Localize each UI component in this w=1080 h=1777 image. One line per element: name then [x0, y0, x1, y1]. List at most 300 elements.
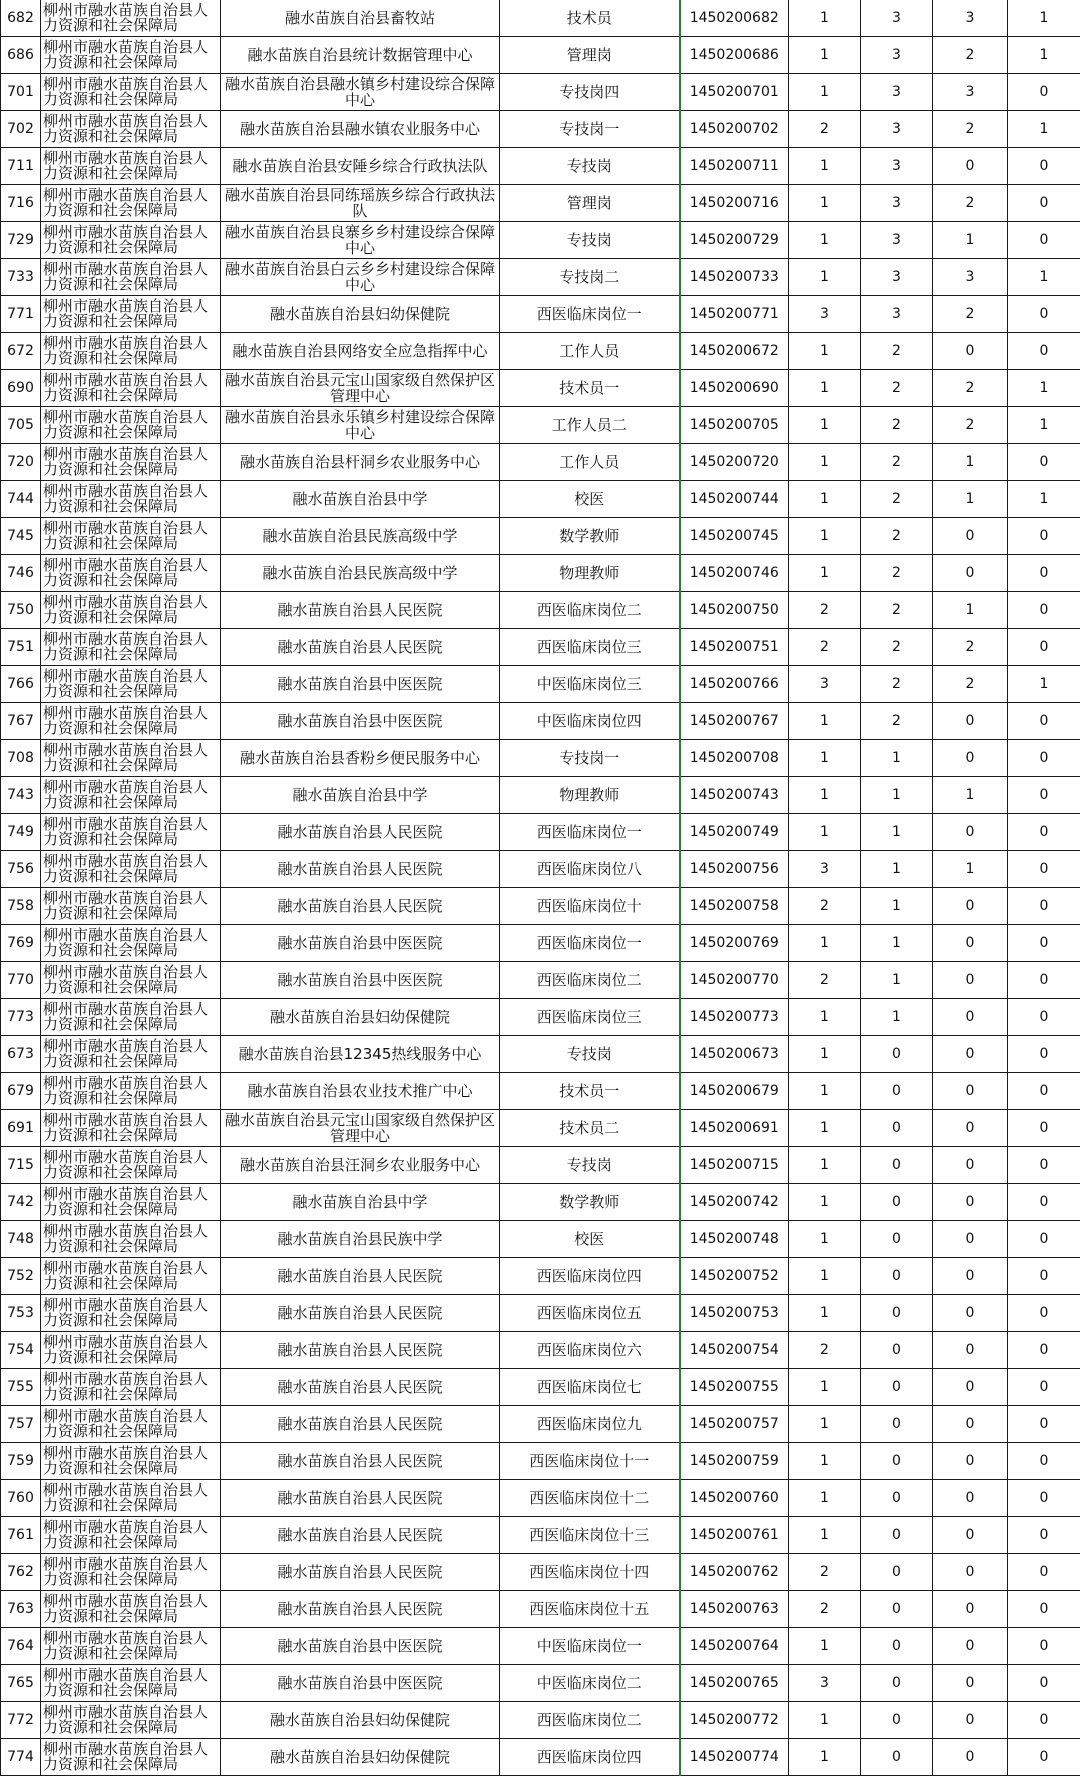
position-name-cell: 专技岗 [500, 222, 680, 259]
employer-unit-cell: 融水苗族自治县妇幼保健院 [221, 296, 500, 333]
department-cell: 柳州市融水苗族自治县人力资源和社会保障局 [41, 814, 221, 851]
row-index-cell: 743 [1, 777, 41, 814]
position-code-cell: 1450200759 [680, 1443, 789, 1480]
employer-unit-cell: 融水苗族自治县民族高级中学 [221, 555, 500, 592]
table-row [1, 1739, 1080, 1776]
quota-cell: 2 [789, 1332, 861, 1369]
employer-unit-cell: 融水苗族自治县良寨乡乡村建设综合保障中心 [221, 222, 500, 259]
position-code-cell: 1450200763 [680, 1591, 789, 1628]
reviewed-count-cell: 0 [933, 1480, 1008, 1517]
position-code-cell: 1450200761 [680, 1517, 789, 1554]
row-index-cell: 702 [1, 111, 41, 148]
reviewed-count-cell: 2 [933, 407, 1008, 444]
position-code-cell: 1450200751 [680, 629, 789, 666]
position-name-cell: 工作人员 [500, 333, 680, 370]
table-row [1, 1628, 1080, 1665]
position-name-cell: 管理岗 [500, 37, 680, 74]
table-row [1, 222, 1080, 259]
department-cell: 柳州市融水苗族自治县人力资源和社会保障局 [41, 1443, 221, 1480]
row-index-cell: 749 [1, 814, 41, 851]
employer-unit-cell: 融水苗族自治县香粉乡便民服务中心 [221, 740, 500, 777]
table-row [1, 0, 1080, 37]
quota-cell: 1 [789, 1628, 861, 1665]
applicants-count-cell: 2 [861, 444, 933, 481]
position-code-cell: 1450200691 [680, 1110, 789, 1147]
department-cell: 柳州市融水苗族自治县人力资源和社会保障局 [41, 703, 221, 740]
applicants-count-cell: 1 [861, 925, 933, 962]
quota-cell: 1 [789, 1702, 861, 1739]
position-code-cell: 1450200760 [680, 1480, 789, 1517]
reviewed-count-cell: 0 [933, 1406, 1008, 1443]
position-name-cell: 数学教师 [500, 518, 680, 555]
position-name-cell: 西医临床岗位八 [500, 851, 680, 888]
quota-cell: 1 [789, 703, 861, 740]
position-code-cell: 1450200771 [680, 296, 789, 333]
paid-count-cell: 0 [1008, 555, 1080, 592]
table-row [1, 666, 1080, 703]
department-cell: 柳州市融水苗族自治县人力资源和社会保障局 [41, 629, 221, 666]
reviewed-count-cell: 0 [933, 1110, 1008, 1147]
employer-unit-cell: 融水苗族自治县人民医院 [221, 592, 500, 629]
position-name-cell: 校医 [500, 481, 680, 518]
table-row [1, 1517, 1080, 1554]
quota-cell: 1 [789, 74, 861, 111]
row-index-cell: 750 [1, 592, 41, 629]
table-row [1, 111, 1080, 148]
employer-unit-cell: 融水苗族自治县杆洞乡农业服务中心 [221, 444, 500, 481]
applicants-count-cell: 1 [861, 777, 933, 814]
department-cell: 柳州市融水苗族自治县人力资源和社会保障局 [41, 444, 221, 481]
position-name-cell: 西医临床岗位一 [500, 296, 680, 333]
position-code-cell: 1450200774 [680, 1739, 789, 1776]
quota-cell: 3 [789, 296, 861, 333]
position-name-cell: 西医临床岗位二 [500, 592, 680, 629]
table-row [1, 1406, 1080, 1443]
employer-unit-cell: 融水苗族自治县人民医院 [221, 629, 500, 666]
applicants-count-cell: 0 [861, 1739, 933, 1776]
department-cell: 柳州市融水苗族自治县人力资源和社会保障局 [41, 925, 221, 962]
table-row [1, 962, 1080, 999]
row-index-cell: 759 [1, 1443, 41, 1480]
department-cell: 柳州市融水苗族自治县人力资源和社会保障局 [41, 74, 221, 111]
employer-unit-cell: 融水苗族自治县人民医院 [221, 1406, 500, 1443]
employer-unit-cell: 融水苗族自治县人民医院 [221, 1591, 500, 1628]
quota-cell: 1 [789, 333, 861, 370]
quota-cell: 1 [789, 1258, 861, 1295]
table-row [1, 1073, 1080, 1110]
department-cell: 柳州市融水苗族自治县人力资源和社会保障局 [41, 148, 221, 185]
position-name-cell: 西医临床岗位十一 [500, 1443, 680, 1480]
department-cell: 柳州市融水苗族自治县人力资源和社会保障局 [41, 1258, 221, 1295]
table-row [1, 259, 1080, 296]
reviewed-count-cell: 2 [933, 37, 1008, 74]
department-cell: 柳州市融水苗族自治县人力资源和社会保障局 [41, 0, 221, 37]
quota-cell: 2 [789, 888, 861, 925]
position-name-cell: 中医临床岗位三 [500, 666, 680, 703]
paid-count-cell: 1 [1008, 111, 1080, 148]
quota-cell: 3 [789, 851, 861, 888]
row-index-cell: 733 [1, 259, 41, 296]
position-name-cell: 专技岗 [500, 1036, 680, 1073]
quota-cell: 1 [789, 555, 861, 592]
paid-count-cell: 0 [1008, 1406, 1080, 1443]
position-code-cell: 1450200686 [680, 37, 789, 74]
paid-count-cell: 0 [1008, 1036, 1080, 1073]
employer-unit-cell: 融水苗族自治县人民医院 [221, 1369, 500, 1406]
position-code-cell: 1450200772 [680, 1702, 789, 1739]
department-cell: 柳州市融水苗族自治县人力资源和社会保障局 [41, 962, 221, 999]
row-index-cell: 755 [1, 1369, 41, 1406]
reviewed-count-cell: 2 [933, 111, 1008, 148]
table-row [1, 37, 1080, 74]
table-row [1, 1665, 1080, 1702]
position-name-cell: 专技岗四 [500, 74, 680, 111]
table-row [1, 1369, 1080, 1406]
paid-count-cell: 0 [1008, 962, 1080, 999]
quota-cell: 1 [789, 1480, 861, 1517]
row-index-cell: 686 [1, 37, 41, 74]
quota-cell: 1 [789, 1406, 861, 1443]
employer-unit-cell: 融水苗族自治县元宝山国家级自然保护区管理中心 [221, 1110, 500, 1147]
paid-count-cell: 0 [1008, 1480, 1080, 1517]
row-index-cell: 770 [1, 962, 41, 999]
paid-count-cell: 1 [1008, 481, 1080, 518]
table-row [1, 999, 1080, 1036]
department-cell: 柳州市融水苗族自治县人力资源和社会保障局 [41, 222, 221, 259]
position-code-cell: 1450200720 [680, 444, 789, 481]
paid-count-cell: 0 [1008, 74, 1080, 111]
paid-count-cell: 0 [1008, 518, 1080, 555]
department-cell: 柳州市融水苗族自治县人力资源和社会保障局 [41, 1332, 221, 1369]
position-code-cell: 1450200743 [680, 777, 789, 814]
employer-unit-cell: 融水苗族自治县人民医院 [221, 1443, 500, 1480]
applicants-count-cell: 0 [861, 1332, 933, 1369]
table-row [1, 1110, 1080, 1147]
paid-count-cell: 0 [1008, 296, 1080, 333]
department-cell: 柳州市融水苗族自治县人力资源和社会保障局 [41, 1739, 221, 1776]
department-cell: 柳州市融水苗族自治县人力资源和社会保障局 [41, 481, 221, 518]
quota-cell: 1 [789, 444, 861, 481]
applicants-count-cell: 0 [861, 1517, 933, 1554]
row-index-cell: 771 [1, 296, 41, 333]
applicants-count-cell: 0 [861, 1480, 933, 1517]
table-row [1, 740, 1080, 777]
department-cell: 柳州市融水苗族自治县人力资源和社会保障局 [41, 1517, 221, 1554]
table-row [1, 925, 1080, 962]
position-code-cell: 1450200757 [680, 1406, 789, 1443]
row-index-cell: 746 [1, 555, 41, 592]
position-name-cell: 校医 [500, 1221, 680, 1258]
applicants-count-cell: 3 [861, 74, 933, 111]
position-code-cell: 1450200690 [680, 370, 789, 407]
reviewed-count-cell: 0 [933, 1591, 1008, 1628]
row-index-cell: 744 [1, 481, 41, 518]
position-code-cell: 1450200753 [680, 1295, 789, 1332]
paid-count-cell: 1 [1008, 259, 1080, 296]
employer-unit-cell: 融水苗族自治县人民医院 [221, 1332, 500, 1369]
employer-unit-cell: 融水苗族自治县白云乡乡村建设综合保障中心 [221, 259, 500, 296]
position-code-cell: 1450200711 [680, 148, 789, 185]
department-cell: 柳州市融水苗族自治县人力资源和社会保障局 [41, 666, 221, 703]
table-row [1, 444, 1080, 481]
quota-cell: 1 [789, 370, 861, 407]
paid-count-cell: 0 [1008, 1369, 1080, 1406]
department-cell: 柳州市融水苗族自治县人力资源和社会保障局 [41, 1480, 221, 1517]
table-row [1, 1184, 1080, 1221]
reviewed-count-cell: 0 [933, 1295, 1008, 1332]
applicants-count-cell: 0 [861, 1110, 933, 1147]
table-row [1, 1332, 1080, 1369]
paid-count-cell: 0 [1008, 444, 1080, 481]
paid-count-cell: 0 [1008, 1702, 1080, 1739]
quota-cell: 1 [789, 999, 861, 1036]
applicants-count-cell: 3 [861, 0, 933, 37]
applicants-count-cell: 0 [861, 1073, 933, 1110]
department-cell: 柳州市融水苗族自治县人力资源和社会保障局 [41, 555, 221, 592]
position-code-cell: 1450200765 [680, 1665, 789, 1702]
table-row [1, 333, 1080, 370]
paid-count-cell: 0 [1008, 1443, 1080, 1480]
row-index-cell: 705 [1, 407, 41, 444]
department-cell: 柳州市融水苗族自治县人力资源和社会保障局 [41, 296, 221, 333]
employer-unit-cell: 融水苗族自治县汪洞乡农业服务中心 [221, 1147, 500, 1184]
paid-count-cell: 0 [1008, 1332, 1080, 1369]
table-row [1, 1480, 1080, 1517]
row-index-cell: 772 [1, 1702, 41, 1739]
position-code-cell: 1450200762 [680, 1554, 789, 1591]
row-index-cell: 767 [1, 703, 41, 740]
reviewed-count-cell: 0 [933, 1147, 1008, 1184]
reviewed-count-cell: 0 [933, 1369, 1008, 1406]
reviewed-count-cell: 1 [933, 777, 1008, 814]
department-cell: 柳州市融水苗族自治县人力资源和社会保障局 [41, 1221, 221, 1258]
position-name-cell: 西医临床岗位十 [500, 888, 680, 925]
reviewed-count-cell: 0 [933, 1036, 1008, 1073]
paid-count-cell: 1 [1008, 0, 1080, 37]
reviewed-count-cell: 2 [933, 666, 1008, 703]
department-cell: 柳州市融水苗族自治县人力资源和社会保障局 [41, 1554, 221, 1591]
quota-cell: 1 [789, 1184, 861, 1221]
department-cell: 柳州市融水苗族自治县人力资源和社会保障局 [41, 999, 221, 1036]
reviewed-count-cell: 3 [933, 0, 1008, 37]
paid-count-cell: 0 [1008, 1073, 1080, 1110]
position-name-cell: 西医临床岗位一 [500, 814, 680, 851]
position-code-cell: 1450200752 [680, 1258, 789, 1295]
employer-unit-cell: 融水苗族自治县中医医院 [221, 703, 500, 740]
position-code-cell: 1450200749 [680, 814, 789, 851]
quota-cell: 1 [789, 740, 861, 777]
row-index-cell: 748 [1, 1221, 41, 1258]
table-row [1, 185, 1080, 222]
paid-count-cell: 0 [1008, 1665, 1080, 1702]
position-code-cell: 1450200755 [680, 1369, 789, 1406]
employer-unit-cell: 融水苗族自治县畜牧站 [221, 0, 500, 37]
paid-count-cell: 0 [1008, 888, 1080, 925]
applicants-count-cell: 0 [861, 1628, 933, 1665]
applicants-count-cell: 1 [861, 814, 933, 851]
position-name-cell: 技术员二 [500, 1110, 680, 1147]
quota-cell: 1 [789, 1036, 861, 1073]
quota-cell: 1 [789, 0, 861, 37]
table-body [1, 0, 1080, 1776]
paid-count-cell: 1 [1008, 407, 1080, 444]
position-code-cell: 1450200729 [680, 222, 789, 259]
department-cell: 柳州市融水苗族自治县人力资源和社会保障局 [41, 1369, 221, 1406]
employer-unit-cell: 融水苗族自治县农业技术推广中心 [221, 1073, 500, 1110]
applicants-count-cell: 3 [861, 222, 933, 259]
applicants-count-cell: 2 [861, 592, 933, 629]
row-index-cell: 765 [1, 1665, 41, 1702]
employer-unit-cell: 融水苗族自治县中医医院 [221, 1628, 500, 1665]
quota-cell: 1 [789, 518, 861, 555]
row-index-cell: 754 [1, 1332, 41, 1369]
department-cell: 柳州市融水苗族自治县人力资源和社会保障局 [41, 518, 221, 555]
position-code-cell: 1450200708 [680, 740, 789, 777]
quota-cell: 1 [789, 222, 861, 259]
reviewed-count-cell: 0 [933, 925, 1008, 962]
department-cell: 柳州市融水苗族自治县人力资源和社会保障局 [41, 1184, 221, 1221]
position-code-cell: 1450200742 [680, 1184, 789, 1221]
reviewed-count-cell: 1 [933, 851, 1008, 888]
department-cell: 柳州市融水苗族自治县人力资源和社会保障局 [41, 259, 221, 296]
quota-cell: 1 [789, 481, 861, 518]
position-name-cell: 西医临床岗位九 [500, 1406, 680, 1443]
applicants-count-cell: 0 [861, 1184, 933, 1221]
position-name-cell: 物理教师 [500, 555, 680, 592]
table-row [1, 777, 1080, 814]
paid-count-cell: 0 [1008, 1147, 1080, 1184]
applicants-count-cell: 2 [861, 333, 933, 370]
applicants-count-cell: 2 [861, 703, 933, 740]
paid-count-cell: 0 [1008, 1295, 1080, 1332]
applicants-count-cell: 2 [861, 481, 933, 518]
row-index-cell: 760 [1, 1480, 41, 1517]
table-row [1, 851, 1080, 888]
reviewed-count-cell: 0 [933, 1443, 1008, 1480]
quota-cell: 1 [789, 1147, 861, 1184]
table-row [1, 629, 1080, 666]
position-name-cell: 西医临床岗位一 [500, 925, 680, 962]
position-name-cell: 西医临床岗位十二 [500, 1480, 680, 1517]
paid-count-cell: 0 [1008, 814, 1080, 851]
table-row [1, 1295, 1080, 1332]
employer-unit-cell: 融水苗族自治县人民医院 [221, 851, 500, 888]
employer-unit-cell: 融水苗族自治县元宝山国家级自然保护区管理中心 [221, 370, 500, 407]
position-name-cell: 技术员 [500, 0, 680, 37]
row-index-cell: 773 [1, 999, 41, 1036]
paid-count-cell: 0 [1008, 592, 1080, 629]
row-index-cell: 708 [1, 740, 41, 777]
position-code-cell: 1450200682 [680, 0, 789, 37]
department-cell: 柳州市融水苗族自治县人力资源和社会保障局 [41, 1295, 221, 1332]
employer-unit-cell: 融水苗族自治县人民医院 [221, 1258, 500, 1295]
applicants-count-cell: 3 [861, 296, 933, 333]
table-row [1, 1258, 1080, 1295]
table-row [1, 1702, 1080, 1739]
quota-cell: 1 [789, 407, 861, 444]
quota-cell: 1 [789, 148, 861, 185]
applicants-count-cell: 2 [861, 555, 933, 592]
position-code-cell: 1450200715 [680, 1147, 789, 1184]
applicants-count-cell: 0 [861, 1443, 933, 1480]
position-code-cell: 1450200758 [680, 888, 789, 925]
applicants-count-cell: 0 [861, 1369, 933, 1406]
quota-cell: 2 [789, 1591, 861, 1628]
table-row [1, 1221, 1080, 1258]
applicants-count-cell: 1 [861, 888, 933, 925]
row-index-cell: 711 [1, 148, 41, 185]
table-row [1, 148, 1080, 185]
row-index-cell: 745 [1, 518, 41, 555]
table-row [1, 888, 1080, 925]
reviewed-count-cell: 0 [933, 999, 1008, 1036]
row-index-cell: 774 [1, 1739, 41, 1776]
reviewed-count-cell: 0 [933, 1184, 1008, 1221]
department-cell: 柳州市融水苗族自治县人力资源和社会保障局 [41, 111, 221, 148]
row-index-cell: 691 [1, 1110, 41, 1147]
paid-count-cell: 1 [1008, 37, 1080, 74]
position-name-cell: 专技岗一 [500, 111, 680, 148]
department-cell: 柳州市融水苗族自治县人力资源和社会保障局 [41, 1702, 221, 1739]
table-row [1, 481, 1080, 518]
reviewed-count-cell: 0 [933, 1221, 1008, 1258]
table-row [1, 370, 1080, 407]
reviewed-count-cell: 0 [933, 888, 1008, 925]
employer-unit-cell: 融水苗族自治县融水镇农业服务中心 [221, 111, 500, 148]
paid-count-cell: 1 [1008, 666, 1080, 703]
reviewed-count-cell: 0 [933, 1073, 1008, 1110]
reviewed-count-cell: 0 [933, 1739, 1008, 1776]
quota-cell: 2 [789, 962, 861, 999]
reviewed-count-cell: 0 [933, 1554, 1008, 1591]
applicants-count-cell: 1 [861, 851, 933, 888]
position-code-cell: 1450200716 [680, 185, 789, 222]
quota-cell: 1 [789, 185, 861, 222]
position-name-cell: 西医临床岗位七 [500, 1369, 680, 1406]
table-row [1, 592, 1080, 629]
position-name-cell: 专技岗二 [500, 259, 680, 296]
applicants-count-cell: 3 [861, 148, 933, 185]
employer-unit-cell: 融水苗族自治县妇幼保健院 [221, 1702, 500, 1739]
table-row [1, 1443, 1080, 1480]
paid-count-cell: 0 [1008, 629, 1080, 666]
applicants-count-cell: 1 [861, 740, 933, 777]
paid-count-cell: 0 [1008, 333, 1080, 370]
employer-unit-cell: 融水苗族自治县同练瑶族乡综合行政执法队 [221, 185, 500, 222]
position-name-cell: 数学教师 [500, 1184, 680, 1221]
department-cell: 柳州市融水苗族自治县人力资源和社会保障局 [41, 777, 221, 814]
paid-count-cell: 1 [1008, 370, 1080, 407]
row-index-cell: 758 [1, 888, 41, 925]
row-index-cell: 764 [1, 1628, 41, 1665]
position-name-cell: 专技岗 [500, 1147, 680, 1184]
applicants-count-cell: 2 [861, 518, 933, 555]
reviewed-count-cell: 0 [933, 962, 1008, 999]
position-name-cell: 西医临床岗位三 [500, 629, 680, 666]
paid-count-cell: 0 [1008, 1628, 1080, 1665]
quota-cell: 1 [789, 259, 861, 296]
applicants-count-cell: 3 [861, 37, 933, 74]
employer-unit-cell: 融水苗族自治县永乐镇乡村建设综合保障中心 [221, 407, 500, 444]
position-name-cell: 工作人员 [500, 444, 680, 481]
reviewed-count-cell: 0 [933, 1628, 1008, 1665]
paid-count-cell: 0 [1008, 1184, 1080, 1221]
table-row [1, 1591, 1080, 1628]
table-row [1, 703, 1080, 740]
row-index-cell: 762 [1, 1554, 41, 1591]
employer-unit-cell: 融水苗族自治县中学 [221, 481, 500, 518]
table-row [1, 296, 1080, 333]
